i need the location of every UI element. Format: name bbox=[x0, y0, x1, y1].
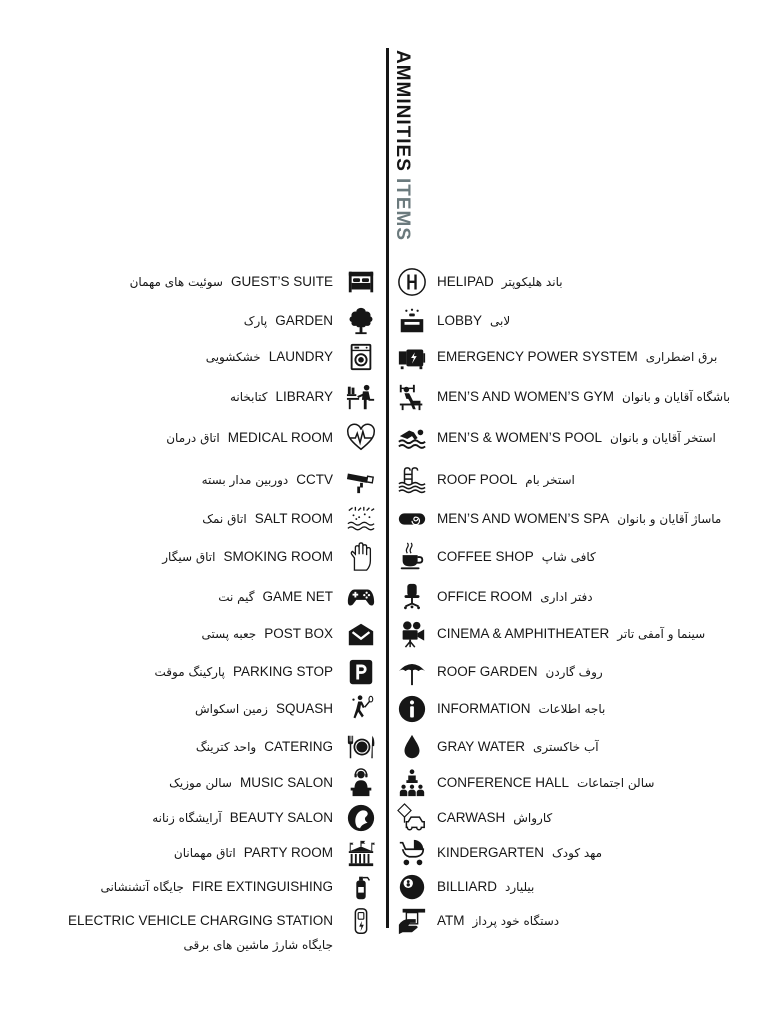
heading-secondary: ITEMS bbox=[392, 177, 413, 241]
party-hall-icon bbox=[346, 838, 376, 868]
amenity-label-fa: کافی شاپ bbox=[541, 550, 596, 564]
amenity-row bbox=[196, 737, 333, 757]
amenity-label-fa: استخر آقایان و بانوان bbox=[610, 431, 716, 445]
amenity-row bbox=[166, 428, 333, 448]
amenity-label-fa: جعبه پستی bbox=[201, 627, 257, 641]
amenity-label-fa: جایگاه شارژ ماشین های برقی bbox=[183, 938, 333, 952]
gamepad-icon bbox=[346, 582, 376, 612]
amenity-label-en: MEN’S & WOMEN’S POOL bbox=[437, 430, 603, 445]
amenity-label-fa: بیلیارد bbox=[505, 880, 535, 894]
amenity-row bbox=[202, 470, 333, 490]
amenity-label-fa: دفتر اداری bbox=[540, 590, 593, 604]
center-divider bbox=[386, 48, 389, 928]
carwash-icon bbox=[397, 803, 427, 833]
amenity-row bbox=[244, 311, 333, 331]
beauty-salon-icon bbox=[346, 803, 376, 833]
swimmer-icon bbox=[397, 423, 427, 453]
amenity-label-en: SQUASH bbox=[275, 701, 333, 716]
amenity-label-en: GUEST’S SUITE bbox=[230, 274, 333, 289]
conference-icon bbox=[397, 768, 427, 798]
amenity-row bbox=[437, 877, 534, 897]
amenity-label-en: CATERING bbox=[264, 739, 333, 754]
amenity-row bbox=[437, 808, 552, 828]
squash-player-icon bbox=[346, 694, 376, 724]
page-heading bbox=[392, 50, 412, 241]
cutlery-plate-icon bbox=[346, 732, 376, 762]
amenity-label-en: PARTY ROOM bbox=[243, 845, 333, 860]
amenity-label-en: MEN’S AND WOMEN’S SPA bbox=[437, 511, 610, 526]
amenity-row bbox=[437, 624, 705, 644]
amenity-label-en: ATM bbox=[437, 913, 465, 928]
water-drop-icon bbox=[397, 732, 427, 762]
amenity-label-en: LIBRARY bbox=[275, 389, 333, 404]
amenity-label-en: EMERGENCY POWER SYSTEM bbox=[437, 349, 638, 364]
amenity-label-en: CARWASH bbox=[437, 810, 506, 825]
amenity-label-fa: خشکشویی bbox=[205, 350, 261, 364]
amenity-row bbox=[437, 587, 593, 607]
amenity-row bbox=[68, 911, 333, 955]
amenity-label-fa: سالن اجتماعات bbox=[577, 776, 655, 790]
amenity-label-en: CINEMA & AMPHITHEATER bbox=[437, 626, 610, 641]
billiard-ball-icon bbox=[397, 872, 427, 902]
helipad-icon bbox=[397, 267, 427, 297]
amenity-label-en: MUSIC SALON bbox=[239, 775, 333, 790]
amenity-label-en: COFFEE SHOP bbox=[437, 549, 534, 564]
amenity-label-fa: اتاق سیگار bbox=[162, 550, 216, 564]
amenity-label-en: CONFERENCE HALL bbox=[437, 775, 570, 790]
amenity-row bbox=[155, 662, 333, 682]
amenity-label-fa: برق اضطراری bbox=[645, 350, 718, 364]
pool-ladder-icon bbox=[397, 465, 427, 495]
amenity-label-fa: دوربین مدار بسته bbox=[201, 473, 289, 487]
amenity-row bbox=[195, 699, 333, 719]
amenity-row bbox=[437, 773, 654, 793]
amenity-row bbox=[206, 347, 333, 367]
amenity-label-fa: باند هلیکوپتر bbox=[501, 275, 563, 289]
fire-extinguisher-icon bbox=[346, 872, 376, 902]
amenity-label-en: SALT ROOM bbox=[254, 511, 333, 526]
amenity-row bbox=[162, 547, 333, 567]
amenity-label-fa: استخر بام bbox=[525, 473, 575, 487]
washing-machine-icon bbox=[346, 342, 376, 372]
hand-icon bbox=[346, 542, 376, 572]
amenity-label-fa: اتاق نمک bbox=[202, 512, 247, 526]
amenity-label-fa: زمین اسکواش bbox=[194, 702, 268, 716]
amenity-label-en: KINDERGARTEN bbox=[437, 845, 545, 860]
atm-icon bbox=[397, 906, 427, 936]
amenity-label-en: ROOF GARDEN bbox=[437, 664, 538, 679]
spa-stone-icon bbox=[397, 504, 427, 534]
heart-pulse-icon bbox=[346, 423, 376, 453]
amenity-label-en: BEAUTY SALON bbox=[229, 810, 333, 825]
amenity-label-fa: جایگاه آتشنشانی bbox=[100, 880, 184, 894]
cctv-camera-icon bbox=[346, 465, 376, 495]
amenity-label-en: INFORMATION bbox=[437, 701, 531, 716]
amenity-row bbox=[437, 547, 596, 567]
amenity-label-fa: اتاق درمان bbox=[166, 431, 220, 445]
info-icon bbox=[397, 694, 427, 724]
amenity-label-fa: پارک bbox=[243, 314, 268, 328]
reception-desk-icon bbox=[397, 306, 427, 336]
movie-camera-icon bbox=[397, 619, 427, 649]
amenity-label-fa: پارکینگ موقت bbox=[154, 665, 225, 679]
bed-icon bbox=[346, 267, 376, 297]
amenity-label-en: CCTV bbox=[296, 472, 333, 487]
amenity-label-en: FIRE EXTINGUISHING bbox=[191, 879, 333, 894]
amenity-row bbox=[152, 808, 333, 828]
amenity-row bbox=[437, 428, 716, 448]
salt-icon bbox=[346, 504, 376, 534]
envelope-icon bbox=[346, 619, 376, 649]
amenity-label-en: LAUNDRY bbox=[268, 349, 333, 364]
amenity-label-fa: باجه اطلاعات bbox=[538, 702, 606, 716]
amenity-label-en: GRAY WATER bbox=[437, 739, 526, 754]
amenity-label-fa: دستگاه خود پرداز bbox=[472, 914, 560, 928]
amenity-row bbox=[437, 843, 602, 863]
amenity-label-en: ELECTRIC VEHICLE CHARGING STATION bbox=[67, 913, 333, 928]
amenity-row bbox=[174, 843, 333, 863]
amenity-label-fa: اتاق مهمانان bbox=[173, 846, 236, 860]
amenity-label-fa: ماساژ آقایان و بانوان bbox=[617, 512, 722, 526]
office-chair-icon bbox=[397, 582, 427, 612]
amenity-label-en: PARKING STOP bbox=[232, 664, 333, 679]
amenity-label-en: GARDEN bbox=[275, 313, 333, 328]
amenity-label-fa: کتابخانه bbox=[229, 390, 268, 404]
amenity-row bbox=[202, 509, 333, 529]
amenity-label-fa: سوئیت های مهمان bbox=[129, 275, 223, 289]
weightlifting-icon bbox=[397, 382, 427, 412]
amenity-label-en: LOBBY bbox=[437, 313, 483, 328]
amenity-label-en: POST BOX bbox=[264, 626, 333, 641]
amenity-label-fa: سالن موزیک bbox=[169, 776, 232, 790]
amenity-row bbox=[218, 587, 333, 607]
amenity-label-fa: مهد کودک bbox=[552, 846, 603, 860]
amenity-label-fa: کارواش bbox=[513, 811, 553, 825]
amenity-row bbox=[437, 699, 605, 719]
amenity-row bbox=[437, 347, 717, 367]
amenity-row bbox=[100, 877, 333, 897]
tree-icon bbox=[346, 306, 376, 336]
amenity-label-en: MEDICAL ROOM bbox=[227, 430, 333, 445]
amenity-label-fa: گیم نت bbox=[218, 590, 255, 604]
amenity-row bbox=[130, 272, 333, 292]
amenity-label-en: MEN’S AND WOMEN’S GYM bbox=[437, 389, 615, 404]
amenity-row bbox=[230, 387, 333, 407]
stroller-icon bbox=[397, 838, 427, 868]
amenity-label-fa: روف گاردن bbox=[545, 665, 603, 679]
amenity-label-en: HELIPAD bbox=[437, 274, 494, 289]
amenity-row bbox=[169, 773, 333, 793]
amenity-label-en: GAME NET bbox=[262, 589, 333, 604]
amenity-label-en: SMOKING ROOM bbox=[223, 549, 333, 564]
amenity-row bbox=[437, 509, 721, 529]
amenity-label-fa: لابی bbox=[490, 314, 511, 328]
generator-icon bbox=[397, 342, 427, 372]
ev-charger-icon bbox=[346, 906, 376, 936]
amenity-label-fa: آب خاکستری bbox=[533, 740, 599, 754]
amenity-label-fa: باشگاه آقایان و بانوان bbox=[622, 390, 731, 404]
amenity-label-en: OFFICE ROOM bbox=[437, 589, 533, 604]
reading-person-icon bbox=[346, 382, 376, 412]
amenity-label-en: BILLIARD bbox=[437, 879, 498, 894]
amenity-label-fa: سینما و آمفی تاتر bbox=[617, 627, 706, 641]
amenity-label-en: ROOF POOL bbox=[437, 472, 518, 487]
amenity-row bbox=[437, 662, 603, 682]
amenity-row bbox=[437, 311, 510, 331]
heading-primary: AMMINITIES bbox=[392, 50, 413, 172]
amenity-label-fa: آرایشگاه زنانه bbox=[152, 811, 222, 825]
amenity-row bbox=[437, 470, 575, 490]
amenity-row bbox=[437, 737, 599, 757]
coffee-cup-icon bbox=[397, 542, 427, 572]
amenity-row bbox=[437, 272, 563, 292]
amenity-row bbox=[437, 911, 559, 931]
amenity-row bbox=[201, 624, 333, 644]
amenity-row bbox=[437, 387, 730, 407]
umbrella-icon bbox=[397, 657, 427, 687]
dj-icon bbox=[346, 768, 376, 798]
amenity-label-fa: واحد کترینگ bbox=[195, 740, 257, 754]
parking-icon bbox=[346, 657, 376, 687]
